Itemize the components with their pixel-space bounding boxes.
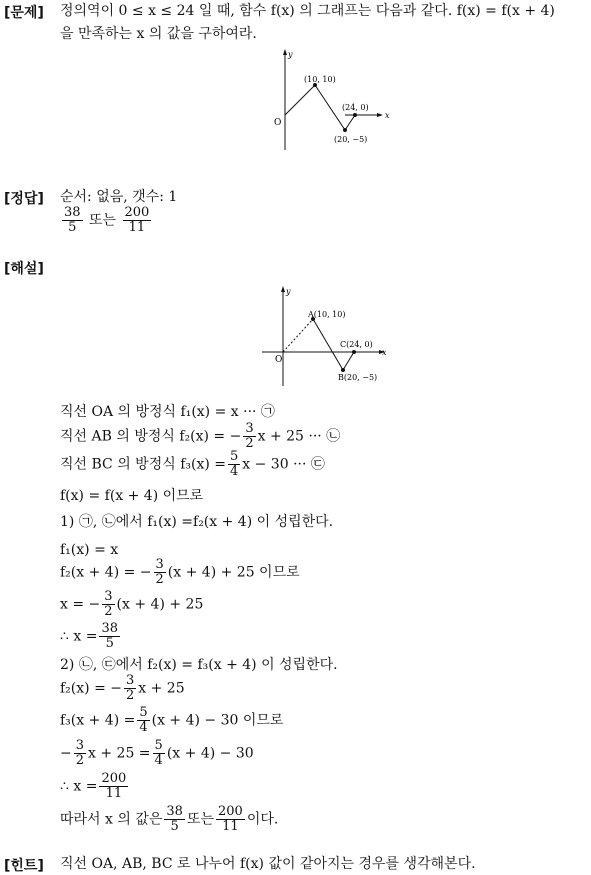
answer-values-line: $\frac{38}{5}$ 또는 $\frac{200}{11}$ [64, 205, 150, 235]
point-label-24-0: (24, 0) [342, 103, 369, 112]
x-axis-label: x [385, 111, 390, 120]
y-axis-label: y [288, 50, 293, 59]
solution-line-15: 따라서 x 의 값은 $\frac{38}{5}$ 또는 $\frac{200}{11}$ 이다. [60, 804, 279, 834]
solution-line-3: 직선 BC 의 방정식 f₃(x) = $\frac{5}{4}$ x − 30 ··· ㉢ [60, 449, 325, 479]
hint-text: 직선 OA, AB, BC 로 나누어 f(x) 값이 같아지는 경우를 생각해본다. [60, 856, 476, 872]
problem-text-line-1: 정의역이 0 ≤ x ≤ 24 일 때, 함수 f(x) 의 그래프는 다음과 같다. f(x) = f(x + 4) [60, 3, 555, 19]
hint-label: [힌트] [4, 858, 44, 874]
solution-line-8: x = − $\frac{3}{2}$ (x + 4) + 25 [60, 589, 204, 619]
y-axis-label: y [286, 287, 291, 296]
problem-graph [270, 45, 400, 155]
solution-line-13: − $\frac{3}{2}$ x + 25 = $\frac{5}{4}$ (x + 4) − 30 [60, 738, 254, 768]
point-label-20-neg5: (20, −5) [334, 135, 368, 144]
point-b [341, 368, 345, 372]
point-c [352, 350, 356, 354]
solution-line-1: 직선 OA 의 방정식 f₁(x) = x ··· ㉠ [60, 404, 275, 420]
point-20-neg5 [343, 128, 347, 132]
solution-line-11: f₂(x) = − $\frac{3}{2}$ x + 25 [60, 673, 185, 703]
point-c-label: C(24, 0) [340, 340, 373, 349]
solution-line-6: f₁(x) = x [60, 542, 119, 558]
solution-line-7: f₂(x + 4) = − $\frac{3}{2}$ (x + 4) + 25 이므로 [60, 557, 300, 587]
origin-label: O [274, 118, 282, 128]
point-label-10-10: (10, 10) [304, 75, 336, 84]
answer-label: [정답] [4, 191, 44, 207]
problem-text-line-2: 을 만족하는 x 의 값을 구하여라. [60, 26, 257, 42]
problem-label: [문제] [4, 5, 44, 21]
solution-line-4: f(x) = f(x + 4) 이므로 [60, 488, 204, 504]
x-axis-label: x [382, 348, 387, 357]
solution-label: [해설] [4, 261, 44, 277]
solution-line-9: ∴ x = $\frac{38}{5}$ [60, 621, 118, 651]
point-a-label: A(10, 10) [308, 310, 346, 319]
solution-line-5: 1) ㉠, ㉡에서 f₁(x) =f₂(x + 4) 이 성립한다. [60, 514, 334, 530]
point-b-label: B(20, −5) [338, 373, 378, 382]
solution-line-10: 2) ㉡, ㉢에서 f₂(x) = f₃(x + 4) 이 성립한다. [60, 657, 338, 673]
answer-count-line: 순서: 없음, 갯수: 1 [60, 189, 178, 205]
solution-line-12: f₃(x + 4) = $\frac{5}{4}$ (x + 4) − 30 이므로 [60, 705, 284, 735]
point-24-0 [353, 113, 357, 117]
solution-line-14: ∴ x = $\frac{200}{11}$ [60, 771, 127, 801]
segment-oa [283, 319, 313, 352]
origin-label: O [275, 355, 283, 365]
solution-graph [258, 282, 393, 390]
solution-line-2: 직선 AB 의 방정식 f₂(x) = − $\frac{3}{2}$ x + 25 ··· ㉡ [60, 421, 341, 451]
